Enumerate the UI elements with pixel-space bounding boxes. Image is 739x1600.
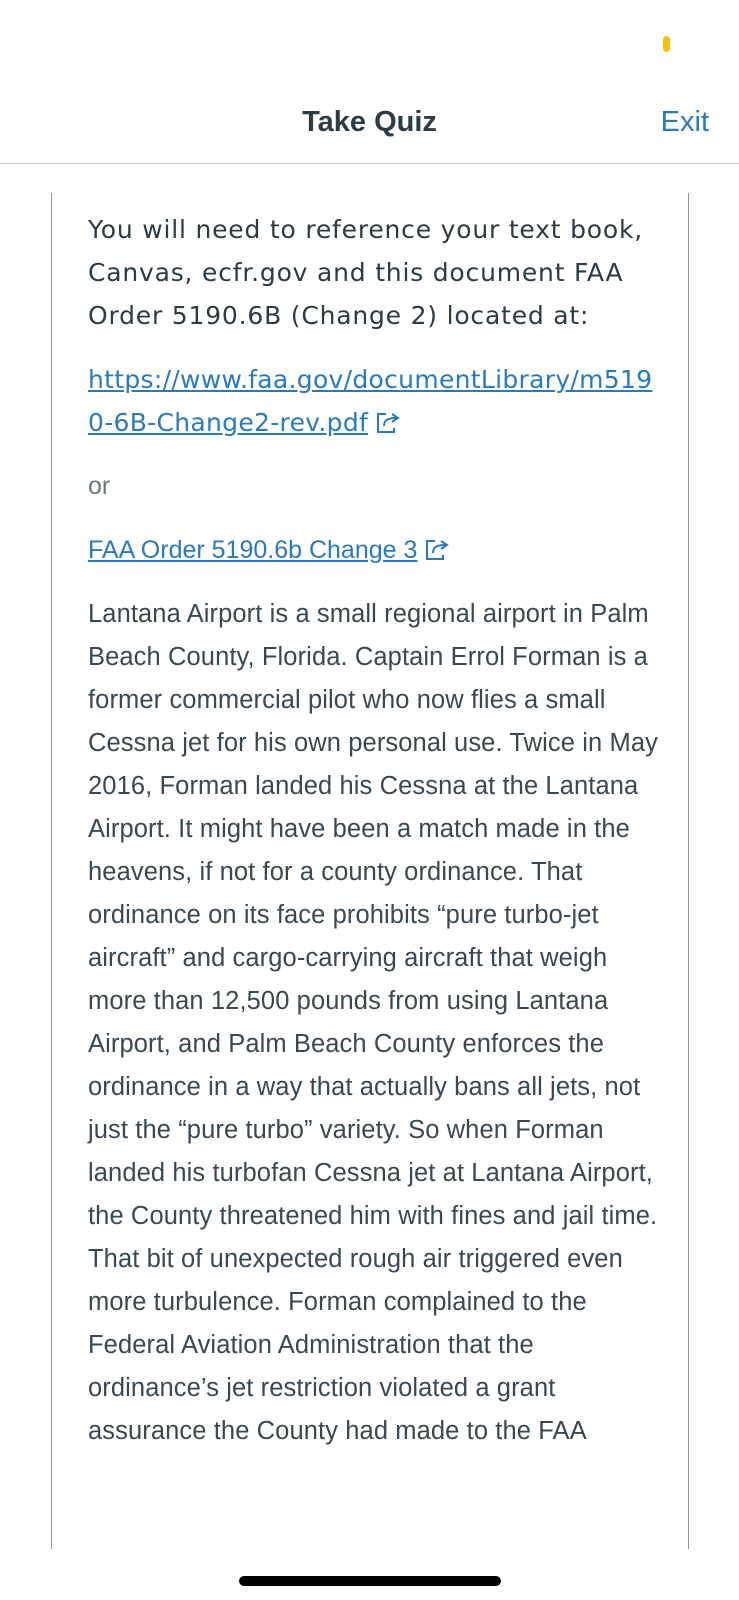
quiz-content-panel — [51, 193, 689, 1549]
faa-order-change3-link[interactable] — [88, 529, 658, 572]
status-indicator — [663, 36, 670, 52]
exit-button[interactable]: Exit — [660, 106, 709, 138]
or-separator-text: or — [88, 472, 111, 500]
external-link-icon — [425, 539, 455, 561]
intro-text: You will need to reference your text book, Canvas, ecfr.gov and this document FAA Order 5190.6B (Change 2) located at: — [88, 215, 643, 330]
case-description-text: Lantana Airport is a small regional airport in Palm Beach County, Florida. Captain Errol Forman is a former commercial pilot who now flies a small Cessna jet for his own personal use. Twice in May 2016, Forman landed his Cessna at the Lantana Airport. It might have been a match made in the heavens, if not for a county ordinance. That ordinance on its face prohibits “pure turbo-jet aircraft” and cargo-carrying aircraft that weigh more than 12,500 pounds from using Lantana Airport, and Palm Beach County enforces the ordinance in a way that actually bans all jets, not just the “pure turbo” variety. So when Forman landed his turbofan Cessna jet at Lantana Airport, the County threatened him with fines and jail time. That bit of unexpected rough air triggered even more turbulence. Forman complained to the Federal Aviation Administration that the ordinance’s jet restriction violated a grant assurance the County had made to the FAA — [88, 600, 658, 1445]
header-bar — [0, 88, 739, 164]
faa-order-change3-link-text: FAA Order 5190.6b Change 3 — [88, 536, 418, 564]
faa-order-change2-link[interactable] — [88, 358, 658, 444]
home-indicator[interactable] — [239, 1576, 501, 1586]
external-link-icon — [376, 412, 406, 434]
page-title: Take Quiz — [302, 106, 437, 138]
quiz-content-body — [88, 208, 658, 1453]
faa-order-change2-link-text: https://www.faa.gov/documentLibrary/m5190-6B-Change2-rev.pdf — [88, 365, 653, 437]
